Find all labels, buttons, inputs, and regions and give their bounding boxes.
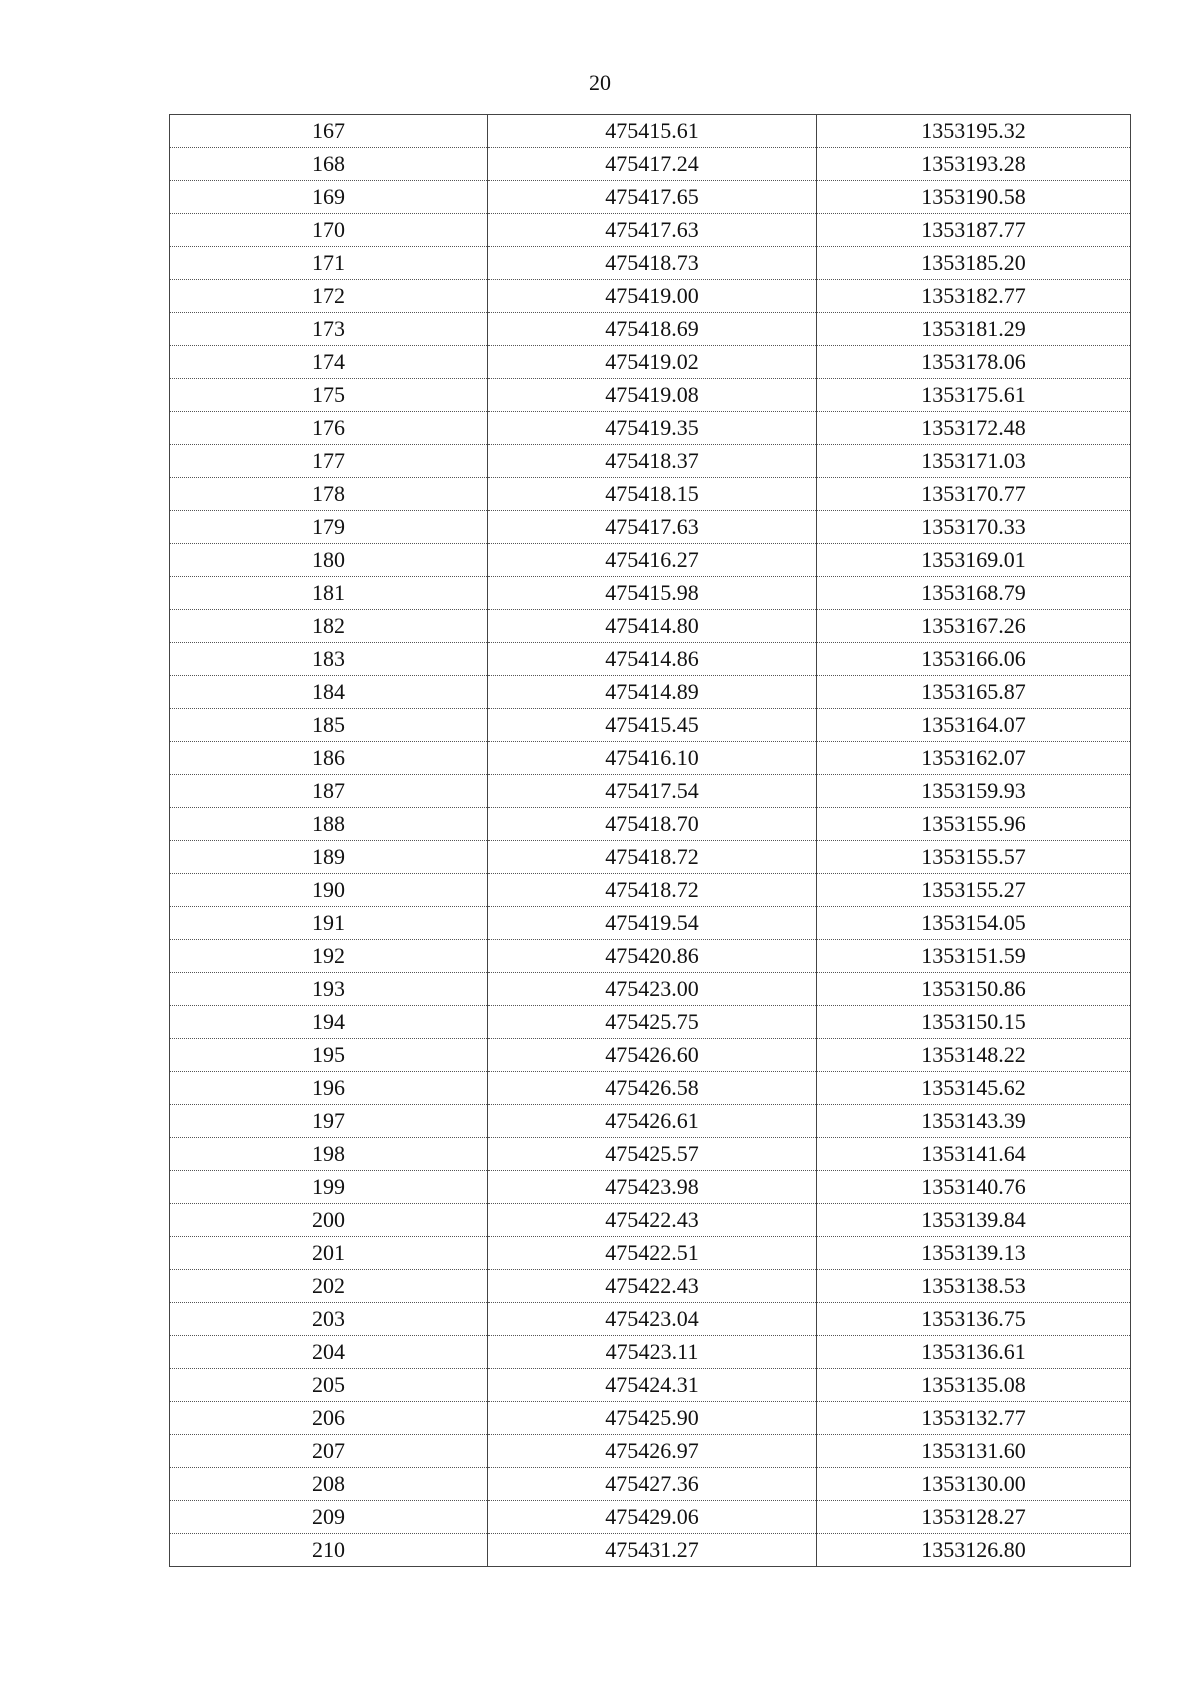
x-coordinate-cell: 475414.80 xyxy=(488,610,817,643)
y-coordinate-cell: 1353131.60 xyxy=(817,1435,1131,1468)
point-number-cell: 203 xyxy=(170,1303,488,1336)
point-number-cell: 170 xyxy=(170,214,488,247)
table-row xyxy=(170,940,1131,973)
x-coordinate-cell: 475424.31 xyxy=(488,1369,817,1402)
point-number-cell: 177 xyxy=(170,445,488,478)
point-number-cell: 194 xyxy=(170,1006,488,1039)
table-row xyxy=(170,1303,1131,1336)
y-coordinate-cell: 1353145.62 xyxy=(817,1072,1131,1105)
point-number-cell: 186 xyxy=(170,742,488,775)
point-number-cell: 173 xyxy=(170,313,488,346)
point-number-cell: 181 xyxy=(170,577,488,610)
x-coordinate-cell: 475425.57 xyxy=(488,1138,817,1171)
table-row xyxy=(170,841,1131,874)
point-number-cell: 195 xyxy=(170,1039,488,1072)
table-row xyxy=(170,1501,1131,1534)
point-number-cell: 179 xyxy=(170,511,488,544)
page-number: 20 xyxy=(589,70,611,95)
y-coordinate-cell: 1353164.07 xyxy=(817,709,1131,742)
point-number-cell: 192 xyxy=(170,940,488,973)
x-coordinate-cell: 475419.02 xyxy=(488,346,817,379)
y-coordinate-cell: 1353138.53 xyxy=(817,1270,1131,1303)
y-coordinate-cell: 1353190.58 xyxy=(817,181,1131,214)
point-number-cell: 176 xyxy=(170,412,488,445)
x-coordinate-cell: 475418.69 xyxy=(488,313,817,346)
x-coordinate-cell: 475429.06 xyxy=(488,1501,817,1534)
point-number-cell: 169 xyxy=(170,181,488,214)
point-number-cell: 197 xyxy=(170,1105,488,1138)
table-row xyxy=(170,115,1131,148)
table-row xyxy=(170,610,1131,643)
table-row xyxy=(170,1369,1131,1402)
x-coordinate-cell: 475431.27 xyxy=(488,1534,817,1567)
y-coordinate-cell: 1353135.08 xyxy=(817,1369,1131,1402)
y-coordinate-cell: 1353155.96 xyxy=(817,808,1131,841)
coordinates-table-body xyxy=(170,115,1131,1567)
x-coordinate-cell: 475416.27 xyxy=(488,544,817,577)
point-number-cell: 200 xyxy=(170,1204,488,1237)
x-coordinate-cell: 475423.04 xyxy=(488,1303,817,1336)
coordinates-table xyxy=(169,114,1131,1567)
y-coordinate-cell: 1353169.01 xyxy=(817,544,1131,577)
y-coordinate-cell: 1353172.48 xyxy=(817,412,1131,445)
point-number-cell: 207 xyxy=(170,1435,488,1468)
table-row xyxy=(170,1435,1131,1468)
table-row xyxy=(170,247,1131,280)
table-row xyxy=(170,742,1131,775)
table-row xyxy=(170,1171,1131,1204)
table-row xyxy=(170,346,1131,379)
table-row xyxy=(170,973,1131,1006)
point-number-cell: 185 xyxy=(170,709,488,742)
y-coordinate-cell: 1353130.00 xyxy=(817,1468,1131,1501)
y-coordinate-cell: 1353193.28 xyxy=(817,148,1131,181)
point-number-cell: 204 xyxy=(170,1336,488,1369)
table-row xyxy=(170,874,1131,907)
y-coordinate-cell: 1353175.61 xyxy=(817,379,1131,412)
y-coordinate-cell: 1353165.87 xyxy=(817,676,1131,709)
table-row xyxy=(170,1336,1131,1369)
x-coordinate-cell: 475419.54 xyxy=(488,907,817,940)
table-row xyxy=(170,148,1131,181)
x-coordinate-cell: 475419.00 xyxy=(488,280,817,313)
table-row xyxy=(170,1402,1131,1435)
y-coordinate-cell: 1353151.59 xyxy=(817,940,1131,973)
x-coordinate-cell: 475415.98 xyxy=(488,577,817,610)
x-coordinate-cell: 475418.72 xyxy=(488,841,817,874)
point-number-cell: 201 xyxy=(170,1237,488,1270)
x-coordinate-cell: 475420.86 xyxy=(488,940,817,973)
point-number-cell: 172 xyxy=(170,280,488,313)
table-row xyxy=(170,1105,1131,1138)
table-row xyxy=(170,214,1131,247)
point-number-cell: 210 xyxy=(170,1534,488,1567)
x-coordinate-cell: 475426.97 xyxy=(488,1435,817,1468)
point-number-cell: 182 xyxy=(170,610,488,643)
point-number-cell: 167 xyxy=(170,115,488,148)
point-number-cell: 193 xyxy=(170,973,488,1006)
y-coordinate-cell: 1353136.61 xyxy=(817,1336,1131,1369)
x-coordinate-cell: 475425.90 xyxy=(488,1402,817,1435)
point-number-cell: 187 xyxy=(170,775,488,808)
table-row xyxy=(170,379,1131,412)
y-coordinate-cell: 1353162.07 xyxy=(817,742,1131,775)
y-coordinate-cell: 1353150.86 xyxy=(817,973,1131,1006)
point-number-cell: 168 xyxy=(170,148,488,181)
table-row xyxy=(170,280,1131,313)
y-coordinate-cell: 1353159.93 xyxy=(817,775,1131,808)
x-coordinate-cell: 475422.51 xyxy=(488,1237,817,1270)
y-coordinate-cell: 1353150.15 xyxy=(817,1006,1131,1039)
table-row xyxy=(170,577,1131,610)
table-row xyxy=(170,1039,1131,1072)
table-row xyxy=(170,1534,1131,1567)
y-coordinate-cell: 1353182.77 xyxy=(817,280,1131,313)
y-coordinate-cell: 1353185.20 xyxy=(817,247,1131,280)
x-coordinate-cell: 475422.43 xyxy=(488,1270,817,1303)
table-row xyxy=(170,1204,1131,1237)
x-coordinate-cell: 475416.10 xyxy=(488,742,817,775)
x-coordinate-cell: 475417.63 xyxy=(488,511,817,544)
point-number-cell: 198 xyxy=(170,1138,488,1171)
x-coordinate-cell: 475417.24 xyxy=(488,148,817,181)
point-number-cell: 206 xyxy=(170,1402,488,1435)
y-coordinate-cell: 1353143.39 xyxy=(817,1105,1131,1138)
x-coordinate-cell: 475418.37 xyxy=(488,445,817,478)
table-row xyxy=(170,511,1131,544)
table-row xyxy=(170,1006,1131,1039)
y-coordinate-cell: 1353132.77 xyxy=(817,1402,1131,1435)
point-number-cell: 190 xyxy=(170,874,488,907)
y-coordinate-cell: 1353166.06 xyxy=(817,643,1131,676)
y-coordinate-cell: 1353126.80 xyxy=(817,1534,1131,1567)
y-coordinate-cell: 1353141.64 xyxy=(817,1138,1131,1171)
table-row xyxy=(170,676,1131,709)
table-row xyxy=(170,544,1131,577)
table-row xyxy=(170,1270,1131,1303)
y-coordinate-cell: 1353187.77 xyxy=(817,214,1131,247)
point-number-cell: 209 xyxy=(170,1501,488,1534)
x-coordinate-cell: 475415.61 xyxy=(488,115,817,148)
point-number-cell: 183 xyxy=(170,643,488,676)
x-coordinate-cell: 475423.11 xyxy=(488,1336,817,1369)
x-coordinate-cell: 475418.73 xyxy=(488,247,817,280)
x-coordinate-cell: 475422.43 xyxy=(488,1204,817,1237)
table-row xyxy=(170,1138,1131,1171)
table-row xyxy=(170,313,1131,346)
x-coordinate-cell: 475419.08 xyxy=(488,379,817,412)
x-coordinate-cell: 475418.70 xyxy=(488,808,817,841)
x-coordinate-cell: 475426.58 xyxy=(488,1072,817,1105)
x-coordinate-cell: 475417.54 xyxy=(488,775,817,808)
y-coordinate-cell: 1353155.57 xyxy=(817,841,1131,874)
table-row xyxy=(170,1468,1131,1501)
y-coordinate-cell: 1353171.03 xyxy=(817,445,1131,478)
point-number-cell: 205 xyxy=(170,1369,488,1402)
table-row xyxy=(170,1072,1131,1105)
table-row xyxy=(170,808,1131,841)
point-number-cell: 189 xyxy=(170,841,488,874)
point-number-cell: 174 xyxy=(170,346,488,379)
x-coordinate-cell: 475427.36 xyxy=(488,1468,817,1501)
point-number-cell: 199 xyxy=(170,1171,488,1204)
y-coordinate-cell: 1353139.84 xyxy=(817,1204,1131,1237)
table-row xyxy=(170,478,1131,511)
y-coordinate-cell: 1353168.79 xyxy=(817,577,1131,610)
y-coordinate-cell: 1353139.13 xyxy=(817,1237,1131,1270)
point-number-cell: 180 xyxy=(170,544,488,577)
table-row xyxy=(170,907,1131,940)
point-number-cell: 184 xyxy=(170,676,488,709)
y-coordinate-cell: 1353170.33 xyxy=(817,511,1131,544)
table-row xyxy=(170,643,1131,676)
point-number-cell: 208 xyxy=(170,1468,488,1501)
x-coordinate-cell: 475426.60 xyxy=(488,1039,817,1072)
x-coordinate-cell: 475423.98 xyxy=(488,1171,817,1204)
x-coordinate-cell: 475414.89 xyxy=(488,676,817,709)
y-coordinate-cell: 1353148.22 xyxy=(817,1039,1131,1072)
x-coordinate-cell: 475415.45 xyxy=(488,709,817,742)
point-number-cell: 171 xyxy=(170,247,488,280)
y-coordinate-cell: 1353155.27 xyxy=(817,874,1131,907)
y-coordinate-cell: 1353167.26 xyxy=(817,610,1131,643)
point-number-cell: 178 xyxy=(170,478,488,511)
x-coordinate-cell: 475425.75 xyxy=(488,1006,817,1039)
table-row xyxy=(170,412,1131,445)
x-coordinate-cell: 475414.86 xyxy=(488,643,817,676)
table-row xyxy=(170,181,1131,214)
y-coordinate-cell: 1353136.75 xyxy=(817,1303,1131,1336)
x-coordinate-cell: 475417.63 xyxy=(488,214,817,247)
point-number-cell: 175 xyxy=(170,379,488,412)
point-number-cell: 191 xyxy=(170,907,488,940)
y-coordinate-cell: 1353181.29 xyxy=(817,313,1131,346)
table-row xyxy=(170,709,1131,742)
x-coordinate-cell: 475423.00 xyxy=(488,973,817,1006)
point-number-cell: 196 xyxy=(170,1072,488,1105)
x-coordinate-cell: 475419.35 xyxy=(488,412,817,445)
x-coordinate-cell: 475418.15 xyxy=(488,478,817,511)
point-number-cell: 188 xyxy=(170,808,488,841)
y-coordinate-cell: 1353140.76 xyxy=(817,1171,1131,1204)
y-coordinate-cell: 1353154.05 xyxy=(817,907,1131,940)
x-coordinate-cell: 475417.65 xyxy=(488,181,817,214)
x-coordinate-cell: 475418.72 xyxy=(488,874,817,907)
table-row xyxy=(170,775,1131,808)
x-coordinate-cell: 475426.61 xyxy=(488,1105,817,1138)
table-row xyxy=(170,1237,1131,1270)
point-number-cell: 202 xyxy=(170,1270,488,1303)
y-coordinate-cell: 1353128.27 xyxy=(817,1501,1131,1534)
y-coordinate-cell: 1353178.06 xyxy=(817,346,1131,379)
table-row xyxy=(170,445,1131,478)
y-coordinate-cell: 1353195.32 xyxy=(817,115,1131,148)
y-coordinate-cell: 1353170.77 xyxy=(817,478,1131,511)
